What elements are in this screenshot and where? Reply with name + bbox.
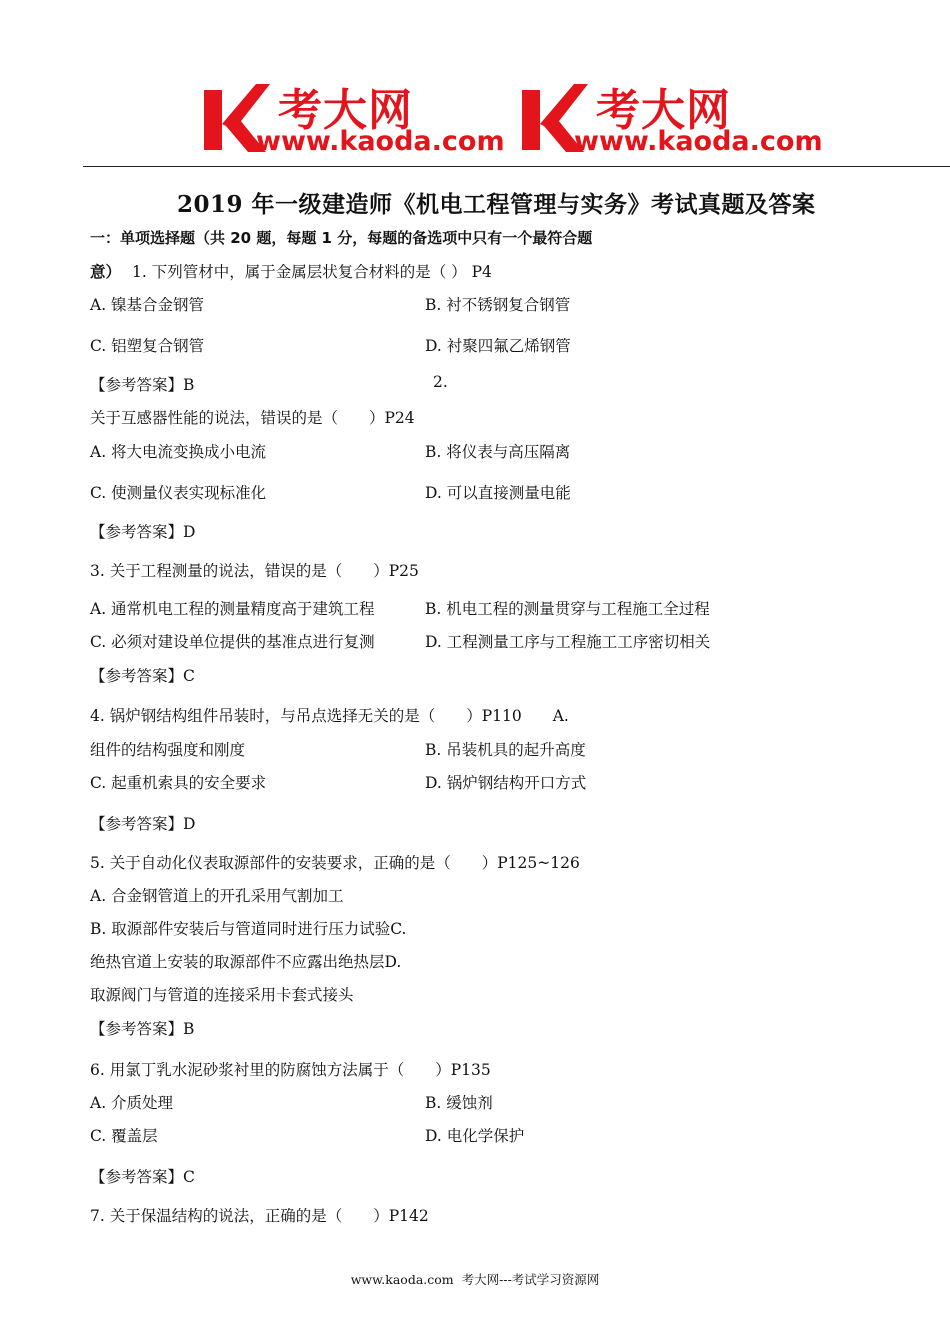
logo-url: www.kaoda.com	[574, 126, 823, 157]
q4-option-c: C. 起重机索具的安全要求	[90, 774, 267, 792]
question-6: 6. 用氯丁乳水泥砂浆衬里的防腐蚀方法属于（ ）P135	[90, 1061, 491, 1079]
q1-answer: 【参考答案】B	[90, 376, 195, 394]
q6-option-c: C. 覆盖层	[90, 1127, 158, 1145]
q4-option-b: B. 吊装机具的起升高度	[425, 741, 586, 759]
page-footer	[0, 1270, 950, 1288]
q2-number: 2.	[433, 373, 448, 391]
document-title: 2019 年一级建造师《机电工程管理与实务》考试真题及答案	[177, 191, 816, 218]
q2-option-a: A. 将大电流变换成小电流	[90, 443, 267, 461]
q5-option-c: 绝热官道上安装的取源部件不应露出绝热层D.	[90, 953, 402, 971]
logo-text: 考大网	[278, 85, 413, 136]
footer-url[interactable]: www.kaoda.com	[350, 1272, 454, 1287]
q1-option-c: C. 铝塑复合钢管	[90, 337, 205, 355]
q1-option-b: B. 衬不锈钢复合钢管	[425, 296, 571, 314]
q1-option-a: A. 镍基合金钢管	[90, 296, 205, 314]
logo-text: 考大网	[596, 85, 731, 136]
q6-answer: 【参考答案】C	[90, 1168, 195, 1186]
q5-option-d: 取源阀门与管道的连接采用卡套式接头	[90, 986, 354, 1004]
q6-option-d: D. 电化学保护	[425, 1127, 525, 1145]
q2-option-c: C. 使测量仪表实现标准化	[90, 484, 267, 502]
q4-option-a: 组件的结构强度和刚度	[90, 741, 246, 759]
kaoda-logo-left	[200, 80, 530, 158]
footer-text: 考大网---考试学习资源网	[461, 1272, 600, 1287]
question-7: 7. 关于保温结构的说法，正确的是（ ）P142	[90, 1207, 429, 1225]
question-4: 4. 锅炉钢结构组件吊装时，与吊点选择无关的是（ ）P110 A.	[90, 707, 569, 725]
question-3: 3. 关于工程测量的说法，错误的是（ ）P25	[90, 562, 419, 580]
q4-answer: 【参考答案】D	[90, 815, 196, 833]
q3-answer: 【参考答案】C	[90, 667, 195, 685]
q3-option-c: C. 必须对建设单位提供的基准点进行复测	[90, 633, 375, 651]
section-heading: 一：单项选择题（共 20 题，每题 1 分，每题的备选项中只有一个最符合题	[90, 229, 593, 247]
q5-option-a: A. 合金钢管道上的开孔采用气割加工	[90, 887, 344, 905]
q6-option-a: A. 介质处理	[90, 1094, 174, 1112]
q3-option-d: D. 工程测量工序与工程施工工序密切相关	[425, 633, 711, 651]
q5-option-b: B. 取源部件安装后与管道同时进行压力试验C.	[90, 920, 407, 938]
q2-option-d: D. 可以直接测量电能	[425, 484, 571, 502]
q5-answer: 【参考答案】B	[90, 1020, 195, 1038]
question-1: 1. 下列管材中，属于金属层状复合材料的是（ ） P4	[132, 263, 492, 281]
q6-option-b: B. 缓蚀剂	[425, 1094, 493, 1112]
q3-option-a: A. 通常机电工程的测量精度高于建筑工程	[90, 600, 375, 618]
question-5: 5. 关于自动化仪表取源部件的安装要求，正确的是（ ）P125~126	[90, 854, 580, 872]
q3-option-b: B. 机电工程的测量贯穿与工程施工全过程	[425, 600, 710, 618]
logo-url: www.kaoda.com	[256, 126, 505, 157]
q2-option-b: B. 将仪表与高压隔离	[425, 443, 571, 461]
q4-option-d: D. 锅炉钢结构开口方式	[425, 774, 587, 792]
q2-answer: 【参考答案】D	[90, 523, 196, 541]
heading-continuation: 意）	[90, 263, 122, 281]
kaoda-logo-right	[518, 80, 848, 158]
question-2: 关于互感器性能的说法，错误的是（ ）P24	[90, 409, 415, 427]
q1-option-d: D. 衬聚四氟乙烯钢管	[425, 337, 571, 355]
header-divider	[83, 166, 950, 167]
